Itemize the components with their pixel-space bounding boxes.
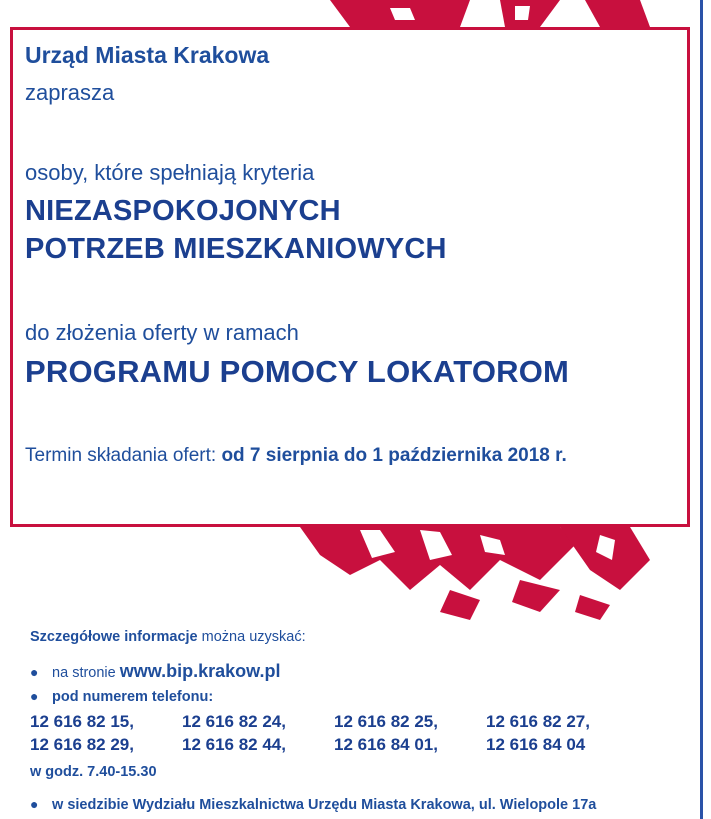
bullet-icon: ●: [30, 796, 39, 812]
list-item-office: [30, 796, 596, 813]
phone-number: 12 616 84 04: [486, 735, 586, 754]
phone-numbers: [30, 712, 650, 758]
website-link[interactable]: www.bip.krakow.pl: [119, 661, 281, 681]
criteria-intro: osoby, które spełniają kryteria: [25, 160, 315, 185]
office-hours: w godz. 7.40-15.30: [30, 764, 157, 780]
phone-number: 12 616 82 24,: [182, 712, 286, 731]
phone-label: pod numerem telefonu:: [52, 689, 214, 705]
phone-number: 12 616 82 15,: [30, 712, 134, 731]
office-address: w siedzibie Wydziału Mieszkalnictwa Urzędu Miasta Krakowa, ul. Wielopole 17a: [52, 797, 597, 813]
program-name: PROGRAMU POMOCY LOKATOROM: [25, 354, 570, 389]
program-intro: do złożenia oferty w ramach: [25, 320, 299, 345]
web-label: na stronie: [52, 665, 116, 681]
invites-text: zaprasza: [25, 80, 115, 105]
phone-number: 12 616 82 29,: [30, 735, 134, 754]
criteria-heading-line2: POTRZEB MIESZKANIOWYCH: [25, 233, 447, 265]
list-item-website: [30, 661, 280, 682]
organization-name: Urząd Miasta Krakowa: [25, 42, 270, 68]
list-item-phone: [30, 688, 213, 705]
deadline-label: Termin składania ofert:: [25, 445, 217, 466]
deadline: [25, 445, 567, 467]
phone-number: 12 616 82 27,: [486, 712, 590, 731]
phone-row: [30, 735, 650, 758]
criteria-heading-line1: NIEZASPOKOJONYCH: [25, 195, 341, 227]
phone-number: 12 616 84 01,: [334, 735, 438, 754]
phone-number: 12 616 82 25,: [334, 712, 438, 731]
info-heading-bold: Szczegółowe informacje: [30, 629, 198, 645]
right-edge-line: [700, 0, 703, 819]
deadline-dates: od 7 sierpnia do 1 października 2018 r.: [221, 445, 567, 466]
phone-row: [30, 712, 650, 735]
bullet-icon: ●: [30, 688, 39, 704]
phone-number: 12 616 82 44,: [182, 735, 286, 754]
info-heading: [30, 629, 306, 645]
bullet-icon: ●: [30, 664, 39, 680]
info-heading-rest: można uzyskać:: [201, 629, 306, 645]
